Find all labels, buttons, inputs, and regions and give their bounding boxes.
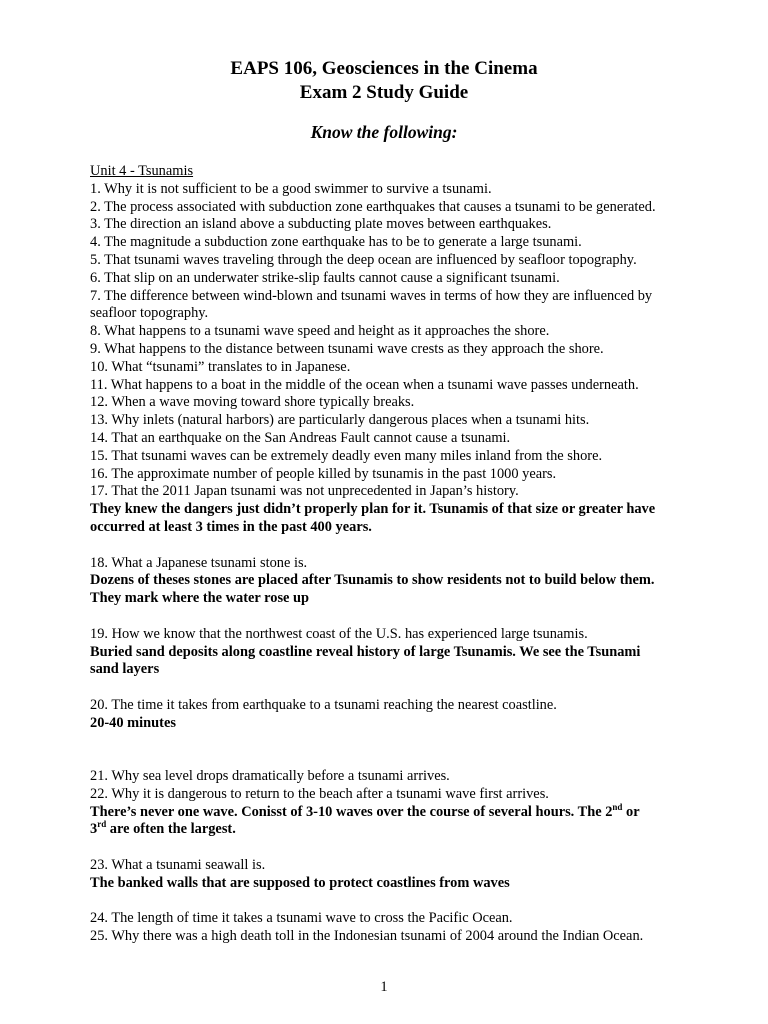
answer-text-part: or	[622, 803, 640, 820]
document-title: Exam 2 Study Guide	[299, 82, 469, 103]
study-guide-body	[90, 163, 690, 946]
answer-text: Buried sand deposits along coastline reveal history of large Tsunamis. We see the Tsunami	[90, 643, 641, 660]
question-item: 17. That the 2011 Japan tsunami was not unprecedented in Japan’s history.	[90, 483, 519, 500]
question-item: 23. What a tsunami seawall is.	[90, 857, 266, 874]
answer-text-part: There’s never one wave. Conisst of 3-10 waves over the course of several hours. The 2	[90, 803, 613, 820]
question-item: 22. Why it is dangerous to return to the beach after a tsunami wave first arrives.	[90, 785, 549, 802]
question-item: 7. The difference between wind-blown and tsunami waves in terms of how they are influenced by	[90, 287, 653, 304]
question-item: 8. What happens to a tsunami wave speed and height as it approaches the shore.	[90, 323, 550, 340]
question-item: 19. How we know that the northwest coast of the U.S. has experienced large tsunamis.	[90, 625, 588, 642]
question-item: 1. Why it is not sufficient to be a good swimmer to survive a tsunami.	[90, 180, 492, 197]
question-item: 20. The time it takes from earthquake to a tsunami reaching the nearest coastline.	[90, 696, 557, 713]
spacer	[90, 608, 690, 626]
question-item: 3. The direction an island above a subducting plate moves between earthquakes.	[90, 216, 552, 233]
ordinal-suffix: rd	[97, 819, 107, 830]
question-item: 11. What happens to a boat in the middle of the ocean when a tsunami wave passes underneath.	[90, 376, 639, 393]
subtitle: Know the following:	[310, 122, 458, 142]
spacer	[90, 679, 690, 697]
answer-text: 20-40 minutes	[90, 714, 176, 731]
answer-text: occurred at least 3 times in the past 400 years.	[90, 518, 372, 535]
question-item: 4. The magnitude a subduction zone earthquake has to be to generate a large tsunami.	[90, 234, 582, 251]
page-number: 1	[380, 979, 388, 995]
question-item: 6. That slip on an underwater strike-slip faults cannot cause a significant tsunami.	[90, 269, 560, 286]
spacer	[90, 733, 690, 769]
question-item: 25. Why there was a high death toll in the Indonesian tsunami of 2004 around the Indian Ocean.	[90, 928, 644, 945]
answer-text-part: 3	[90, 821, 98, 838]
unit-heading: Unit 4 - Tsunamis	[90, 163, 194, 179]
spacer	[90, 537, 690, 555]
answer-text: They mark where the water rose up	[90, 590, 310, 607]
question-item: 12. When a wave moving toward shore typically breaks.	[90, 394, 415, 411]
question-item: 18. What a Japanese tsunami stone is.	[90, 554, 308, 571]
question-item: 14. That an earthquake on the San Andreas Fault cannot cause a tsunami.	[90, 429, 511, 446]
answer-text: Dozens of theses stones are placed after Tsunamis to show residents not to build below them.	[90, 572, 655, 589]
question-item: 15. That tsunami waves can be extremely deadly even many miles inland from the shore.	[90, 447, 603, 464]
course-title: EAPS 106, Geosciences in the Cinema	[230, 58, 538, 79]
ordinal-suffix: nd	[612, 801, 623, 812]
answer-text	[90, 801, 690, 822]
answer-text-part: are often the largest.	[106, 821, 236, 838]
answer-text: They knew the dangers just didn’t properly plan for it. Tsunamis of that size or greater have	[90, 501, 656, 518]
question-item: 9. What happens to the distance between tsunami wave crests as they approach the shore.	[90, 340, 604, 357]
question-item: 16. The approximate number of people killed by tsunamis in the past 1000 years.	[90, 465, 557, 482]
answer-text: The banked walls that are supposed to protect coastlines from waves	[90, 874, 510, 891]
answer-text: sand layers	[90, 661, 160, 678]
question-item: 21. Why sea level drops dramatically before a tsunami arrives.	[90, 768, 450, 785]
spacer	[90, 893, 690, 911]
spacer	[90, 839, 690, 857]
question-item: 2. The process associated with subduction zone earthquakes that causes a tsunami to be generated.	[90, 198, 656, 215]
question-item: 24. The length of time it takes a tsunami wave to cross the Pacific Ocean.	[90, 910, 513, 927]
answer-text	[90, 821, 690, 839]
question-item: 10. What “tsunami” translates to in Japanese.	[90, 358, 351, 375]
question-item: 5. That tsunami waves traveling through the deep ocean are influenced by seafloor topography.	[90, 251, 637, 268]
question-item: 13. Why inlets (natural harbors) are particularly dangerous places when a tsunami hits.	[90, 412, 590, 429]
question-item-continued: seafloor topography.	[90, 305, 209, 322]
